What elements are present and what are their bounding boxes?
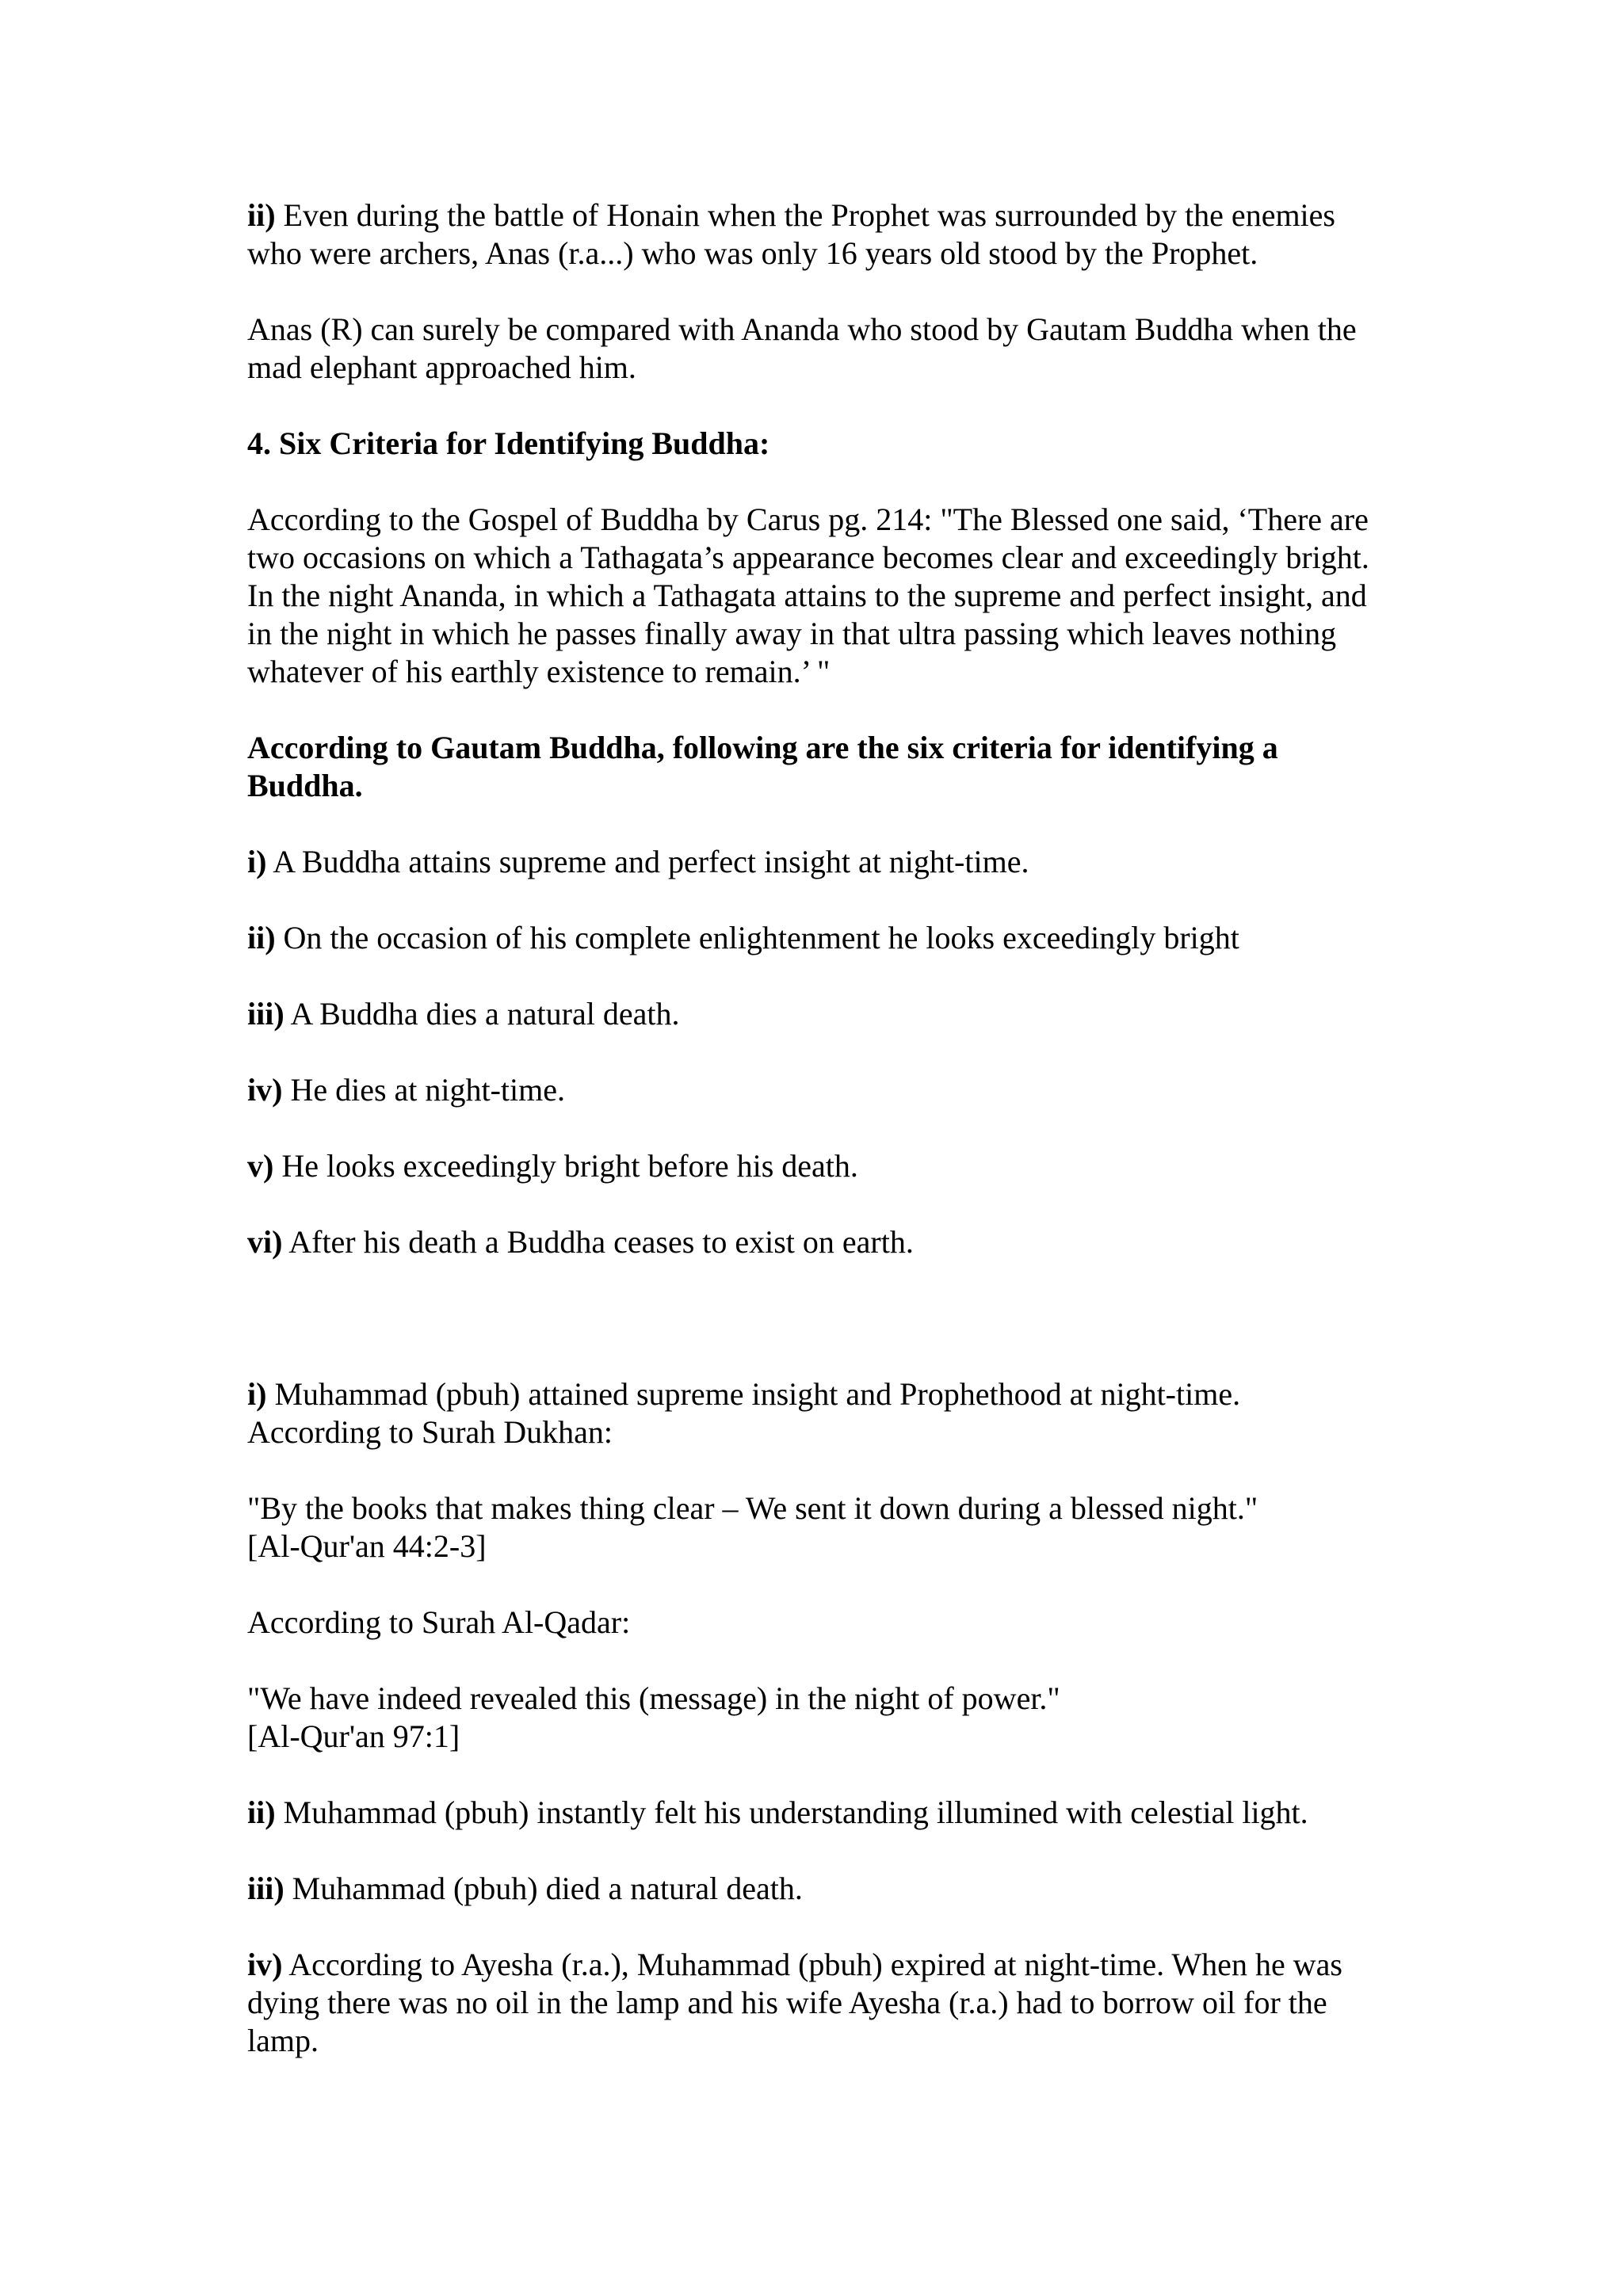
paragraph-muhammad-point-iii [247, 1870, 1396, 1908]
paragraph-muhammad-point-iv [247, 1946, 1396, 2060]
criteria-item [247, 995, 1396, 1033]
item-text: According to Ayesha (r.a.), Muhammad (pbuh) expired at night-time. When he was dying there was no oil in the lamp and his wife Ayesha (r.a.) had to borrow oil for the lamp. [247, 1947, 1342, 2058]
item-text: A Buddha dies a natural death. [284, 996, 680, 1032]
paragraph-muhammad-point-ii [247, 1794, 1396, 1832]
paragraph-dukhan-quote [247, 1489, 1396, 1566]
quote-reference: [Al-Qur'an 44:2-3] [247, 1528, 487, 1564]
item-text: After his death a Buddha ceases to exist on earth. [282, 1224, 914, 1260]
item-marker: vi) [247, 1224, 283, 1260]
criteria-heading: According to Gautam Buddha, following are the six criteria for identifying a Buddha. [247, 730, 1278, 803]
item-marker: ii) [247, 197, 276, 233]
document-page [247, 196, 1396, 2098]
criteria-item [247, 1147, 1396, 1185]
quote-text: "We have indeed revealed this (message) in the night of power." [247, 1680, 1060, 1716]
section-heading: 4. Six Criteria for Identifying Buddha: [247, 425, 770, 461]
item-marker: i) [247, 844, 267, 879]
item-text: Muhammad (pbuh) died a natural death. [284, 1871, 803, 1906]
paragraph-honain [247, 196, 1396, 273]
item-marker: iv) [247, 1072, 283, 1108]
criteria-item [247, 919, 1396, 957]
item-marker: iii) [247, 996, 285, 1032]
item-text: Muhammad (pbuh) attained supreme insight and Prophethood at night-time. [266, 1376, 1241, 1412]
criteria-item [247, 1223, 1396, 1261]
paragraph-qadar-intro: According to Surah Al-Qadar: [247, 1604, 631, 1640]
paragraph-anas: Anas (R) can surely be compared with Ananda who stood by Gautam Buddha when the mad elephant approached him. [247, 311, 1357, 385]
item-text: Even during the battle of Honain when the Prophet was surrounded by the enemies who were archers, Anas (r.a...) who was only 16 years old stood by the Prophet. [247, 197, 1335, 271]
item-text: Muhammad (pbuh) instantly felt his understanding illumined with celestial light. [275, 1794, 1308, 1830]
quote-reference: [Al-Qur'an 97:1] [247, 1718, 460, 1754]
item-marker: ii) [247, 1794, 276, 1830]
criteria-item [247, 843, 1396, 881]
item-marker: iii) [247, 1871, 285, 1906]
item-text: He looks exceedingly bright before his death. [273, 1148, 858, 1184]
item-marker: ii) [247, 920, 276, 955]
item-text: A Buddha attains supreme and perfect insight at night-time. [266, 844, 1029, 879]
paragraph-muhammad-point-i [247, 1375, 1396, 1451]
paragraph-qadar-quote [247, 1680, 1396, 1756]
blank-gap [247, 1261, 1396, 1375]
item-text-line2: According to Surah Dukhan: [247, 1414, 613, 1450]
item-text: On the occasion of his complete enlightenment he looks exceedingly bright [275, 920, 1239, 955]
item-marker: i) [247, 1376, 267, 1412]
criteria-item [247, 1071, 1396, 1109]
paragraph-gospel-quote: According to the Gospel of Buddha by Carus pg. 214: "The Blessed one said, ‘There are two occasions on which a Tathagata’s appearance becomes clear and exceedingly bright. In the night Ananda, in which a Tathagata attains to the supreme and perfect insight, and in the night in which he passes finally away in that ultra passing which leaves nothing whatever of his earthly existence to remain.’ " [247, 502, 1369, 689]
item-marker: v) [247, 1148, 274, 1184]
item-marker: iv) [247, 1947, 283, 1982]
item-text: He dies at night-time. [282, 1072, 566, 1108]
quote-text: "By the books that makes thing clear – We sent it down during a blessed night." [247, 1490, 1258, 1526]
